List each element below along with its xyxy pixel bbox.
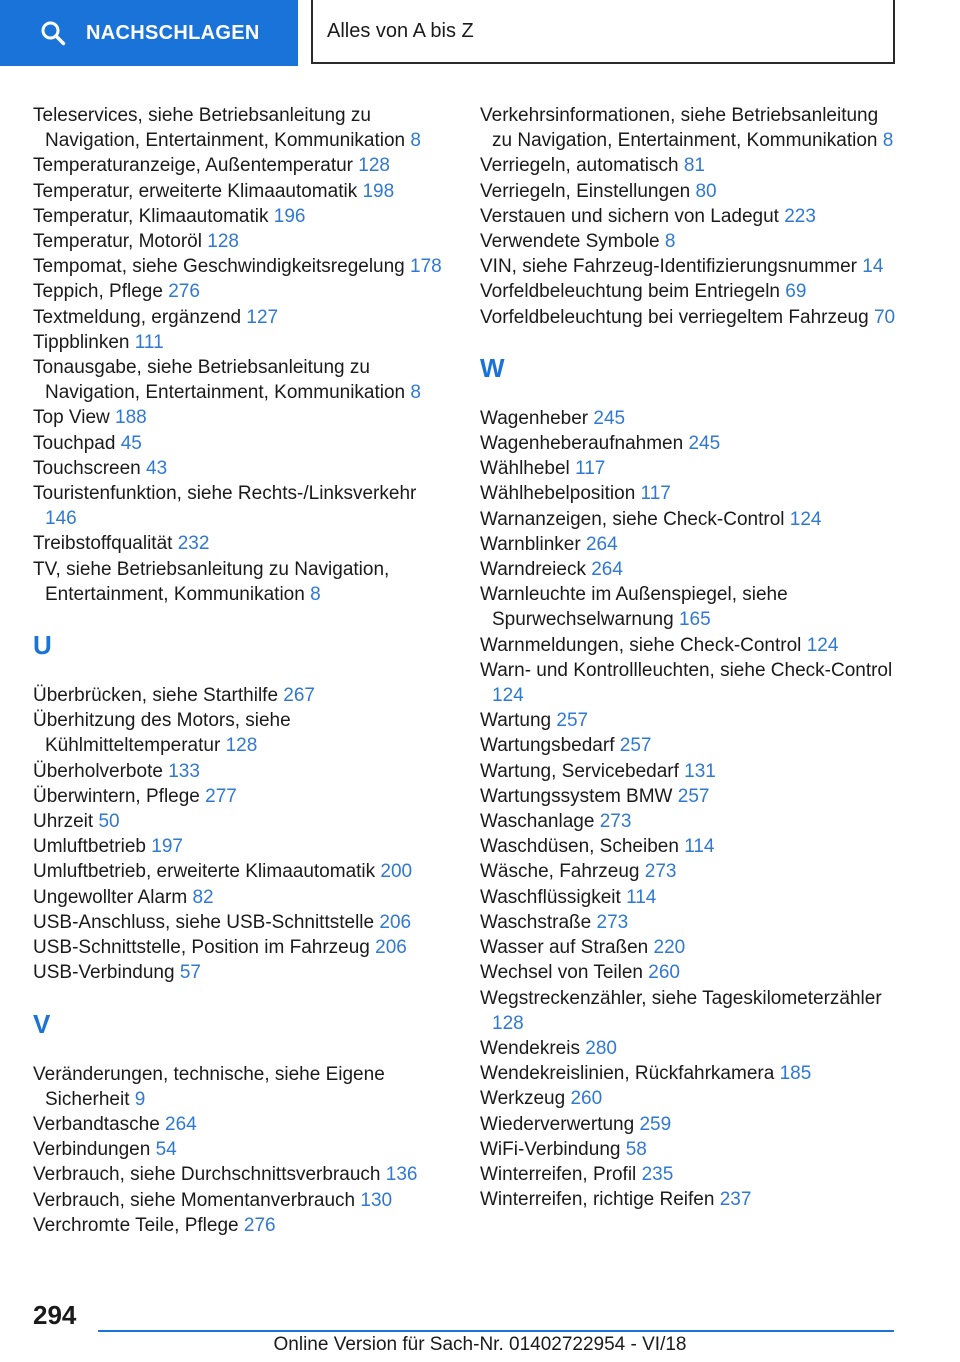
index-entry	[480, 254, 900, 279]
index-page-link[interactable]: 257	[677, 785, 710, 807]
index-entry	[480, 229, 900, 254]
index-entry-text: Winterreifen, Profil	[480, 1163, 637, 1185]
index-entry	[480, 910, 900, 935]
index-entry	[33, 809, 453, 834]
index-page-link[interactable]: 45	[120, 432, 142, 454]
index-column-right	[480, 103, 900, 1212]
index-entry	[480, 103, 900, 153]
index-entry	[480, 708, 900, 733]
index-group-u	[33, 683, 453, 985]
index-entry	[33, 204, 453, 229]
index-entry-text: Verwendete Symbole	[480, 231, 660, 253]
index-page-link[interactable]: 81	[683, 155, 705, 177]
index-page-link[interactable]: 133	[168, 760, 200, 782]
section-title-box	[311, 0, 895, 64]
index-entry	[33, 885, 453, 910]
index-entry-text: Waschflüssigkeit	[480, 886, 621, 908]
index-entry	[480, 885, 900, 910]
index-page-link[interactable]: 117	[575, 458, 606, 480]
index-entry	[480, 153, 900, 178]
index-page-link[interactable]: 223	[784, 205, 816, 227]
index-entry-text: Treibstoffqualität	[33, 533, 173, 555]
index-entry	[33, 305, 453, 330]
index-page-link[interactable]: 280	[585, 1037, 617, 1059]
index-entry-text: Werkzeug	[480, 1088, 566, 1110]
index-entry	[480, 759, 900, 784]
index-entry	[33, 355, 453, 405]
index-entry	[33, 1188, 453, 1213]
index-page-link[interactable]: 245	[593, 407, 626, 429]
index-page-link[interactable]: 128	[225, 735, 258, 757]
index-entry	[480, 179, 900, 204]
index-entry	[480, 507, 900, 532]
index-entry-text: Umluftbetrieb, erweiterte Klimaautomatik	[33, 861, 376, 883]
index-entry-text: Wählhebel	[480, 458, 570, 480]
index-page-link[interactable]: 264	[165, 1113, 197, 1135]
index-entry-text: Teppich, Pflege	[33, 281, 163, 303]
index-page-link[interactable]: 276	[243, 1214, 276, 1236]
index-entry-text: Wartung, Servicebedarf	[480, 760, 679, 782]
index-page-link[interactable]: 273	[644, 861, 677, 883]
index-entry-text: Umluftbetrieb	[33, 836, 146, 858]
index-entry-text: Temperatur, erweiterte Klimaautomatik	[33, 180, 358, 202]
index-entry	[480, 960, 900, 985]
index-page-link[interactable]: 264	[585, 533, 618, 555]
index-entry-text: Winterreifen, richtige Reifen	[480, 1189, 715, 1211]
index-page-link[interactable]: 80	[695, 180, 717, 202]
header-bar	[0, 0, 960, 66]
index-page-link[interactable]: 8	[664, 231, 676, 253]
index-page-link[interactable]: 196	[273, 205, 306, 227]
index-entry-text: Wegstreckenzähler, siehe Tageskilometerzähler	[480, 987, 882, 1009]
index-entry-text: Wiederverwertung	[480, 1113, 635, 1135]
index-entry-text: Warnleuchte im Außenspiegel, siehe Spurwechselwarnung	[480, 584, 788, 631]
index-entry-text: Wendekreis	[480, 1037, 580, 1059]
index-page-link[interactable]: 127	[246, 306, 279, 328]
index-entry-text: Verkehrsinformationen, siehe Betriebsanleitung zu Navigation, Entertainment, Kommunikation	[480, 105, 879, 152]
index-entry-text: Verriegeln, Einstellungen	[480, 180, 691, 202]
index-page-link[interactable]: 70	[873, 306, 896, 328]
index-entry-text: USB-Anschluss, siehe USB-Schnittstelle	[33, 911, 375, 933]
index-entry-text: Verbrauch, siehe Durchschnittsverbrauch	[33, 1164, 381, 1186]
index-entry	[33, 456, 453, 481]
index-page-link[interactable]: 245	[688, 433, 721, 455]
index-entry-text: Wählhebelposition	[480, 483, 636, 505]
index-page-link[interactable]: 188	[115, 407, 147, 429]
index-entry-text: Wechsel von Teilen	[480, 962, 644, 984]
index-entry	[33, 254, 453, 279]
index-entry	[480, 456, 900, 481]
index-entry-text: Warn- und Kontrollleuchten, siehe Check-Control	[480, 659, 893, 681]
index-entry	[33, 1062, 453, 1112]
index-letter-w: W	[480, 352, 505, 383]
index-page-link[interactable]: 131	[684, 760, 716, 782]
index-entry	[480, 658, 900, 708]
index-page-link[interactable]: 237	[719, 1189, 752, 1211]
index-entry	[33, 859, 453, 884]
index-entry	[33, 910, 453, 935]
index-entry-text: Verbandtasche	[33, 1113, 160, 1135]
index-entry	[480, 1112, 900, 1137]
index-entry	[480, 406, 900, 431]
index-page-link[interactable]: 273	[596, 911, 629, 933]
index-entry	[480, 809, 900, 834]
index-entry	[33, 557, 453, 607]
index-entry	[33, 531, 453, 556]
index-entry	[480, 279, 900, 304]
index-entry-text: Top View	[33, 407, 110, 429]
index-entry-text: Wendekreislinien, Rückfahrkamera	[480, 1063, 775, 1085]
index-entry-text: Temperatur, Motoröl	[33, 231, 202, 253]
index-entry	[33, 229, 453, 254]
index-entry-text: VIN, siehe Fahrzeug-Identifizierungsnummer	[480, 256, 858, 278]
index-entry	[480, 582, 900, 632]
index-entry	[33, 279, 453, 304]
index-entry	[480, 1036, 900, 1061]
index-page-link[interactable]: 273	[599, 811, 632, 833]
index-letter-v: V	[33, 1008, 51, 1039]
index-page-link[interactable]: 54	[155, 1139, 177, 1161]
index-entry-text: Uhrzeit	[33, 811, 94, 833]
index-entry-text: Warnblinker	[480, 533, 581, 555]
online-version-note: Online Version für Sach-Nr. 01402722954 - VI/18	[273, 1334, 687, 1355]
index-entry	[33, 481, 453, 531]
index-entry-text: Touchscreen	[33, 457, 141, 479]
index-entry	[480, 733, 900, 758]
index-entry	[480, 481, 900, 506]
index-page-link[interactable]: 57	[179, 962, 201, 984]
index-entry	[480, 431, 900, 456]
section-title: Alles von A bis Z	[327, 19, 474, 42]
index-entry	[33, 153, 453, 178]
index-entry-text: Überhitzung des Motors, siehe Kühlmitteltemperatur	[33, 710, 291, 757]
index-page-link[interactable]: 8	[310, 583, 321, 605]
index-entry-text: Touchpad	[33, 432, 116, 454]
index-entry-text: Touristenfunktion, siehe Rechts-/Linksverkehr	[33, 483, 417, 505]
index-entry	[480, 935, 900, 960]
index-page-link[interactable]: 206	[379, 911, 412, 933]
index-entry-text: Tonausgabe, siehe Betriebsanleitung zu Navigation, Entertainment, Kommunikation	[33, 357, 406, 404]
index-page-link[interactable]: 69	[785, 281, 807, 303]
index-page-link[interactable]: 50	[98, 811, 120, 833]
index-page-link[interactable]: 124	[492, 685, 524, 707]
index-entry-text: Überbrücken, siehe Starthilfe	[33, 685, 279, 707]
index-entry	[33, 784, 453, 809]
index-entry-text: Teleservices, siehe Betriebsanleitung zu Navigation, Entertainment, Kommunikation	[33, 105, 406, 152]
index-page-link[interactable]: 8	[410, 382, 421, 404]
index-entry-text: Wagenheber	[480, 407, 589, 429]
index-page-link[interactable]: 277	[205, 785, 237, 807]
index-entry	[33, 1213, 453, 1238]
index-page-link[interactable]: 111	[134, 331, 164, 353]
index-entry-text: Tempomat, siehe Geschwindigkeitsregelung	[33, 256, 405, 278]
index-page-link[interactable]: 267	[283, 685, 315, 707]
index-entry-text: Wäsche, Fahrzeug	[480, 861, 640, 883]
index-page-link[interactable]: 260	[570, 1088, 603, 1110]
index-entry	[33, 960, 453, 985]
index-entry-text: Waschdüsen, Scheiben	[480, 836, 679, 858]
index-entry	[480, 784, 900, 809]
index-entry-text: Wartung	[480, 710, 552, 732]
index-page-link[interactable]: 136	[385, 1164, 418, 1186]
index-page-link[interactable]: 257	[556, 710, 589, 732]
index-entry	[33, 759, 453, 784]
index-entry-text: Verchromte Teile, Pflege	[33, 1214, 239, 1236]
index-entry-text: WiFi-Verbindung	[480, 1138, 621, 1160]
index-page-link[interactable]: 124	[789, 508, 822, 530]
index-entry	[33, 1112, 453, 1137]
index-page-link[interactable]: 128	[492, 1012, 524, 1034]
index-entry	[480, 557, 900, 582]
search-icon	[40, 20, 66, 46]
index-page-link[interactable]: 260	[648, 962, 680, 984]
index-column-left	[33, 103, 453, 1238]
index-entry	[480, 633, 900, 658]
index-page-link[interactable]: 130	[360, 1189, 393, 1211]
index-entry-text: Verbrauch, siehe Momentanverbrauch	[33, 1189, 356, 1211]
index-group-v	[33, 1062, 453, 1238]
index-page-link[interactable]: 232	[177, 533, 210, 555]
index-page-link[interactable]: 235	[641, 1163, 674, 1185]
index-entry-text: USB-Schnittstelle, Position im Fahrzeug	[33, 937, 370, 959]
index-group-w	[480, 406, 900, 1213]
index-entry-text: USB-Verbindung	[33, 962, 175, 984]
index-entry-text: Warndreieck	[480, 559, 586, 581]
index-entry	[33, 834, 453, 859]
index-entry	[33, 1162, 453, 1187]
index-entry-text: Ungewollter Alarm	[33, 886, 188, 908]
index-entry-text: Verriegeln, automatisch	[480, 155, 679, 177]
index-entry-text: Überwintern, Pflege	[33, 785, 200, 807]
index-entry	[33, 1137, 453, 1162]
index-entry-text: Temperatur, Klimaautomatik	[33, 205, 269, 227]
index-entry-text: Wagenheberaufnahmen	[480, 433, 684, 455]
index-page-link[interactable]: 8	[882, 130, 894, 152]
index-entry-text: Tippblinken	[33, 331, 130, 353]
index-entry-text: Verbindungen	[33, 1139, 151, 1161]
index-entry	[480, 1061, 900, 1086]
index-page-link[interactable]: 9	[134, 1088, 146, 1110]
index-entry	[480, 859, 900, 884]
index-entry-text: Überholverbote	[33, 760, 163, 782]
index-entry-text: Veränderungen, technische, siehe Eigene Sicherheit	[33, 1063, 385, 1110]
index-entry-text: Wasser auf Straßen	[480, 937, 649, 959]
index-entry	[33, 935, 453, 960]
index-entry-text: Wartungsbedarf	[480, 735, 615, 757]
index-entry	[480, 204, 900, 229]
index-entry	[33, 708, 453, 758]
index-group-t	[33, 103, 453, 607]
index-entry-text: Warnanzeigen, siehe Check-Control	[480, 508, 785, 530]
index-entry-text: Verstauen und sichern von Ladegut	[480, 205, 779, 227]
index-page-link[interactable]: 197	[151, 836, 183, 858]
index-entry	[480, 1187, 900, 1212]
index-entry	[33, 683, 453, 708]
index-page-link[interactable]: 206	[375, 937, 407, 959]
index-page-link[interactable]: 220	[653, 937, 686, 959]
index-page-link[interactable]: 264	[591, 559, 623, 581]
index-page-link[interactable]: 198	[362, 180, 395, 202]
index-page-link[interactable]: 276	[168, 281, 200, 303]
index-entry-text: Vorfeldbeleuchtung bei verriegeltem Fahrzeug	[480, 306, 869, 328]
index-entry	[33, 431, 453, 456]
index-entry-text: Waschanlage	[480, 811, 595, 833]
page-number: 294	[33, 1300, 77, 1330]
index-page-link[interactable]: 178	[410, 256, 442, 278]
index-page-link[interactable]: 185	[779, 1063, 812, 1085]
index-page-link[interactable]: 8	[410, 130, 421, 152]
index-page-link[interactable]: 257	[619, 735, 652, 757]
index-entry-text: Textmeldung, ergänzend	[33, 306, 242, 328]
index-page-link[interactable]: 259	[639, 1113, 672, 1135]
index-entry-text: Warnmeldungen, siehe Check-Control	[480, 634, 802, 656]
index-page-link[interactable]: 128	[358, 155, 390, 177]
index-page-link[interactable]: 117	[640, 483, 671, 505]
index-page-link[interactable]: 128	[207, 231, 239, 253]
index-page-link[interactable]: 82	[192, 886, 214, 908]
index-entry	[33, 405, 453, 430]
index-page-link[interactable]: 43	[146, 457, 168, 479]
index-entry-text: Temperaturanzeige, Außentemperatur	[33, 155, 354, 177]
nachschlagen-nav-button[interactable]	[0, 0, 298, 66]
index-letter-u: U	[33, 630, 52, 661]
index-page-link[interactable]: 14	[862, 256, 884, 278]
index-page-link[interactable]: 114	[684, 836, 715, 858]
index-entry	[480, 834, 900, 859]
index-entry	[480, 305, 900, 330]
index-entry	[33, 103, 453, 153]
index-page-link[interactable]: 200	[380, 861, 413, 883]
index-entry	[480, 1162, 900, 1187]
index-entry	[480, 532, 900, 557]
index-page-link[interactable]: 58	[625, 1138, 647, 1160]
nav-label: NACHSCHLAGEN	[86, 21, 260, 44]
index-entry	[480, 986, 900, 1036]
index-page-link[interactable]: 124	[806, 634, 839, 656]
index-page-link[interactable]: 114	[626, 886, 657, 908]
footer-divider	[98, 1330, 894, 1332]
index-page-link[interactable]: 165	[678, 609, 711, 631]
index-entry-text: Wartungssystem BMW	[480, 785, 673, 807]
index-entry	[33, 179, 453, 204]
index-group-v-continued	[480, 103, 900, 330]
index-entry	[33, 330, 453, 355]
index-page-link[interactable]: 146	[45, 508, 77, 530]
index-entry	[480, 1137, 900, 1162]
index-entry-text: TV, siehe Betriebsanleitung zu Navigation, Entertainment, Kommunikation	[33, 558, 390, 605]
index-entry-text: Waschstraße	[480, 911, 592, 933]
index-entry	[480, 1086, 900, 1111]
index-entry-text: Vorfeldbeleuchtung beim Entriegeln	[480, 281, 780, 303]
